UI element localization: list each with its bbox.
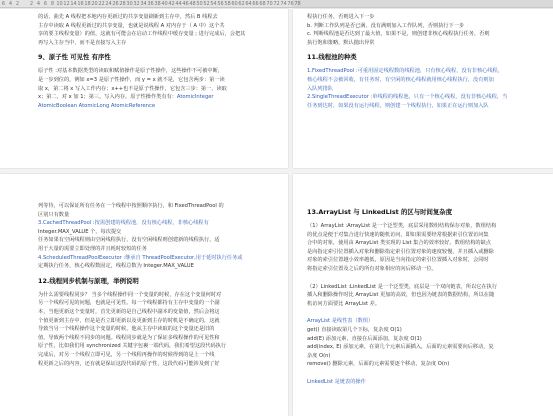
text-line: 程更新之后的内容，还有就是保证这段代码的原子性，这段代码可能涉及到了好 xyxy=(38,360,220,367)
text-line: add(E) 添加元素，直接在后面添加，复杂度 O(1) xyxy=(307,335,422,342)
text-line: 用于大量的需要立即处理的并且耗时较短的任务 xyxy=(38,245,147,252)
text-line: 取 x，第二将 x 写入工作内存；x++也不是原子性操作，它包含三步：第一，读取 xyxy=(38,85,227,92)
ruler-marks xyxy=(0,0,301,8)
paragraph-intro xyxy=(307,13,541,47)
atomic-types-link[interactable]: AtomicBoolean AtomicLong AtomicReference xyxy=(38,102,156,109)
text-line: remove() 删除元素，后面的元素需要逐个移动，复杂度 O(n) xyxy=(307,361,450,368)
ruler-mark: 34 xyxy=(140,1,147,7)
paragraph-sync xyxy=(38,291,276,368)
ruler-mark: 72 xyxy=(273,1,280,7)
text-line: 机访问方面要比 ArrayList 差。 xyxy=(307,300,381,307)
paragraph-atomic xyxy=(38,67,276,110)
ruler-mark: 60 xyxy=(231,1,238,7)
text-line: 任务如果有空闲线程则由空闲线程执行，没有空闲线程则创建新的线程执行，适 xyxy=(38,237,220,244)
page-bottom-right xyxy=(293,174,553,416)
paragraph-pool-types xyxy=(307,67,541,110)
text-line: 对象的索引位置越小效率越低，原因是当向指定的索引位置插入对象时，会同时 xyxy=(307,257,489,264)
ruler-mark: 78 xyxy=(294,1,301,7)
ruler-mark: 22 xyxy=(98,1,105,7)
text-line: 值，导致两个线程不同步的问题。线程同步就是为了保证多线程操作的可见性和 xyxy=(38,334,220,341)
text-line: 享的要主线程变量）的值，这就有可能会在启动工作线程中缓存变量 ; 进行完成后，会把其 xyxy=(38,31,246,38)
ruler-mark: 4 xyxy=(36,1,41,7)
heading-13: 13.ArrayList 与 LinkedList 的区与时间复杂度 xyxy=(307,208,453,216)
ruler-mark: 52 xyxy=(203,1,210,7)
page-top-right xyxy=(293,9,553,168)
text-line: 本，当他更新这个变量时，首先更新的是自己线程中副本的变量值，然后会将这 xyxy=(38,308,220,315)
ruler-mark: 20 xyxy=(91,1,98,7)
ruler-mark: 74 xyxy=(280,1,287,7)
text-line: 是向指定索引位置插入对象和删除指定索引位置对象的速度较慢，并且插入或删除 xyxy=(307,248,494,255)
ruler-mark: 38 xyxy=(154,1,161,7)
ruler-mark: 28 xyxy=(119,1,126,7)
ruler-mark: 46 xyxy=(182,1,189,7)
text-line: 2.SingleThreadExecutor :单线程的线程池，只有一个核心线程，没有非核心线程，当 xyxy=(307,94,508,101)
ruler-mark: 14 xyxy=(70,1,77,7)
text-line: 定期执行任务，核心线程数固定，线程总数为 Integer.MAX_VALUE xyxy=(38,263,194,270)
text-line: 执行饱和策略，默认抛出异常 xyxy=(307,39,375,46)
text-line: ArrayList 是线性表（数组） xyxy=(307,318,374,325)
ruler-mark: 70 xyxy=(266,1,273,7)
ruler-mark: 30 xyxy=(126,1,133,7)
text-line: 原子性，比如我们用 synchronized 关键字包裹一端代码，我们希望这段代码执行 xyxy=(38,343,227,350)
ruler xyxy=(0,0,553,8)
text-line: 再写入主存当中，而不是直接写入主存 xyxy=(38,39,127,46)
ruler-mark: 8 xyxy=(50,1,55,7)
ruler-mark: 24 xyxy=(105,1,112,7)
paragraph-intro xyxy=(38,13,276,47)
text-line: 导致当另一个线程操作这个变量的时候，他从主存中读取的这个变量还是旧的 xyxy=(38,326,215,333)
page-bottom-left xyxy=(0,174,288,416)
heading-11: 11.线程池的种类 xyxy=(307,53,357,62)
text-line: 主存中读取 A 线程更新过的共享变量，也就是说线程 A 对内存于（ A 中）这个共 xyxy=(38,22,225,29)
ruler-mark: 62 xyxy=(238,1,245,7)
ruler-mark: 42 xyxy=(168,1,175,7)
text-line xyxy=(38,93,276,102)
text-line: add(index, E) 添加元素，在第几个元素后面插入，后面的元素需要向后移动，复 xyxy=(307,344,494,351)
text-line: 3.CachedThreadPool :按需创建的线程池，没有核心线程，非核心线程有 xyxy=(38,220,209,227)
ruler-mark: 44 xyxy=(175,1,182,7)
ruler-mark: 56 xyxy=(217,1,224,7)
ruler-mark: 2 xyxy=(15,1,20,7)
text-line: 完成后，对另一个线程立即可见，另一个线程再操作的时候得到的是上一个线 xyxy=(38,351,215,358)
ruler-mark: 68 xyxy=(259,1,266,7)
heading-9: 9、原子性 可见性 有序性 xyxy=(38,53,111,62)
ruler-mark: 76 xyxy=(287,1,294,7)
text-line: 插入和删除操作时比 ArrayList 更加的高效，但也因为链表的数据结构，所以在随 xyxy=(307,292,495,299)
text-line: 的话，曲先 A 线程把本地内存更新过的共享变量刷新到主存中，然后 B 线程去 xyxy=(38,14,218,20)
ruler-right-zone xyxy=(293,0,553,8)
text-line: 合中的对象，使用由 ArrayList 类实现的 List 集合的效率较好。数组结构的缺点 xyxy=(307,240,491,247)
text-line: 核心线程不会被回收，有任务时，有空闲的核心线程就用核心线程执行，没有则加 xyxy=(307,76,494,83)
text-line: 程执行任务，否则进入下一步 xyxy=(307,14,375,20)
text-line: （1）ArrayList :ArrayList 是一个泛型类，底层采用数组结构保存对象，数组结构 xyxy=(307,223,497,229)
heading-12: 12.线程同步机制与原理，举例说明 xyxy=(38,276,139,285)
ruler-mark: 36 xyxy=(147,1,154,7)
text-line: LinkedList 是链表的操作 xyxy=(307,378,366,385)
ruler-mark: 12 xyxy=(63,1,70,7)
ruler-mark: 50 xyxy=(196,1,203,7)
text-line: get() 直接读取第几个下标，复杂度 O(1) xyxy=(307,326,402,333)
ruler-mark: 66 xyxy=(252,1,259,7)
text-line: 4.ScheduledThreadPoolExecutor :继承自 ThreadPoolExecutor,用于延时执行任务或 xyxy=(38,254,243,261)
ruler-mark: 4 xyxy=(8,1,13,7)
text-line: 另一个线程可见的问题，也就是可见性。每一个线程都持有主存中变量的一个副 xyxy=(38,300,220,307)
text-line: 列等待，可以保证所有任务在一个线程中按照顺序执行，和 FixedThreadPool 的 xyxy=(38,203,224,209)
ruler-mark: 58 xyxy=(224,1,231,7)
page-top-left xyxy=(0,9,288,168)
ruler-mark: 40 xyxy=(161,1,168,7)
text-line: 1.FixedThreadPool :可重用固定线程数的线程池，只有核心线程，没有非核心线程， xyxy=(307,68,503,75)
text-line: 为什么需要线程同步？ 当多个线程操作同一个变量的时候，存在这个变量何时对 xyxy=(38,291,222,298)
ruler-mark: 32 xyxy=(133,1,140,7)
ruler-mark: 2 xyxy=(29,1,34,7)
text-line: （2）LinkedList :LinkedList 是一个泛型类，底层是一个双向链表，所以它在执行 xyxy=(307,283,498,290)
text-line: 将指定索引位置及之后的所有对象相应的向后移动一位。 xyxy=(307,265,437,272)
text-line: 入队列排队 xyxy=(307,85,333,92)
atomic-integer-link[interactable]: AtomicInteger xyxy=(176,94,214,101)
text-line: 的优点是便于对集合进行快速的随机访问，即如果需要经常根据索引位置访问集 xyxy=(307,231,489,238)
ruler-mark: 48 xyxy=(189,1,196,7)
ruler-mark: 18 xyxy=(84,1,91,7)
ruler-mark: 10 xyxy=(56,1,63,7)
ruler-mark: 26 xyxy=(112,1,119,7)
text-line: Integer.MAX_VALUE 个，每次提交 xyxy=(38,228,122,235)
ruler-mark: 64 xyxy=(245,1,252,7)
ruler-mark: 16 xyxy=(77,1,84,7)
text-line: b. 判断工作队列是否已满，没有满则加入工作队列，否则执行下一步 xyxy=(307,22,465,29)
text-line: 任务到达时，如果没有运行线程，则创建一个线程执行，如果正在运行则加入队 xyxy=(307,102,489,109)
ruler-mark: 6 xyxy=(43,1,48,7)
ruler-mark: 6 xyxy=(1,1,6,7)
paragraph-linkedlist xyxy=(307,283,541,309)
text-line: c. 判断线程池是否达到了最大值，如果不是，则创建非核心线程执行任务，否则 xyxy=(307,31,490,38)
ruler-mark: 54 xyxy=(210,1,217,7)
text-line: 个值更新到主存中，但是是否立即更新以及更新到主存的时机是不确定的，这就 xyxy=(38,317,220,324)
paragraph-complexity xyxy=(307,317,541,369)
text-line: 区别只有数量 xyxy=(38,211,70,218)
text-line: 是一步到位的，例如 x=3 是原子性操作，而 y = x 就不是，它包含两步：第一读 xyxy=(38,76,225,83)
paragraph-intro xyxy=(38,202,276,271)
text-line: 杂度 O(n) xyxy=(307,352,331,359)
text-line: 原子性 :对基本数据类型的读取和赋值操作是原子性操作，这些操作不可被中断， xyxy=(38,68,223,75)
text-span: x；第二，对 x 加 1；第三，写入内存。原子性操作类有有： xyxy=(38,94,177,101)
paragraph-arraylist xyxy=(307,222,541,274)
